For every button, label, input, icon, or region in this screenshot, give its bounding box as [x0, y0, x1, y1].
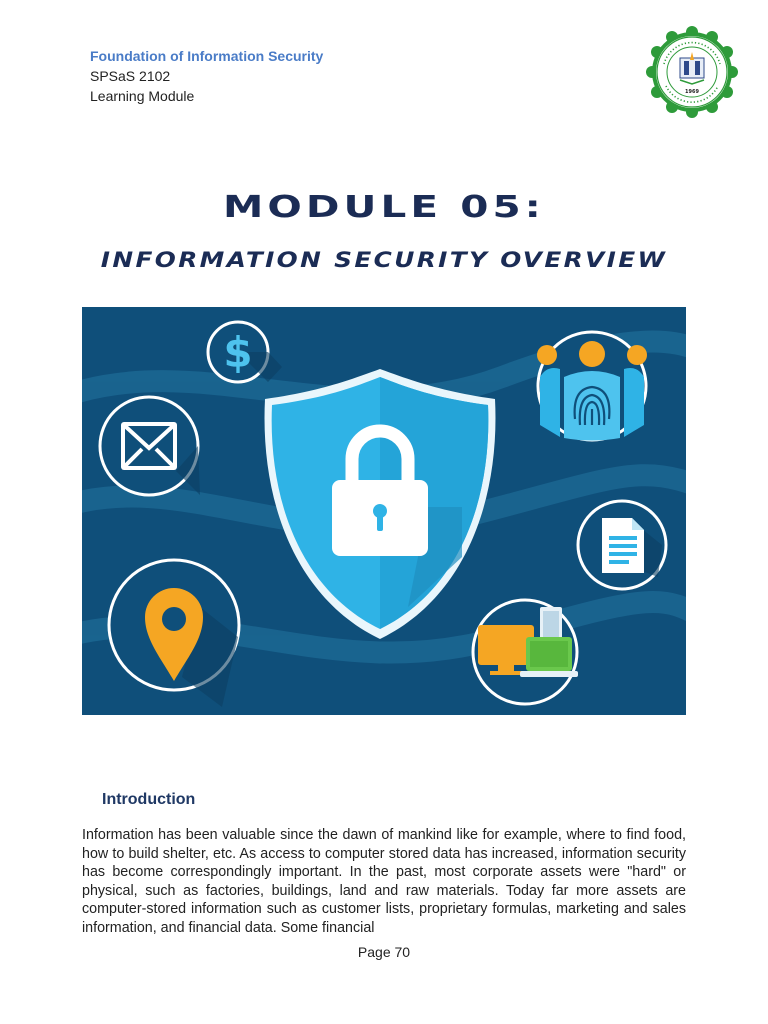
section-heading-introduction: Introduction [102, 791, 196, 808]
page-number: Page 70 [357, 944, 411, 960]
introduction-paragraph: Information has been valuable since the dawn of mankind like for example, where to find food, how to build shelter, etc. As access to computer stored data has increased, information security has become correspondingly important. In the past, most corporate assets were "hard" or physical, such as factories, buildings, land and raw materials. Today far more assets are computer-stored information such as customer lists, proprietary formulas, marketing and sales information, and financial data. Some financial [82, 827, 686, 936]
institution-seal-logo [646, 26, 738, 118]
svg-text:$: $ [223, 328, 253, 377]
document-type: Learning Module [90, 88, 195, 104]
course-title: Foundation of Information Security [90, 48, 324, 64]
course-code: SPSaS 2102 [90, 68, 171, 84]
module-subtitle: INFORMATION SECURITY OVERVIEW [100, 248, 668, 272]
fingerprint-icon [537, 332, 647, 441]
document-header [90, 46, 323, 106]
hero-illustration [82, 307, 686, 715]
seal-year: 1969 [685, 89, 699, 95]
module-title: MODULE 05: [223, 190, 545, 225]
document-icon [578, 501, 666, 589]
devices-icon [473, 600, 578, 704]
mail-icon [100, 397, 200, 495]
